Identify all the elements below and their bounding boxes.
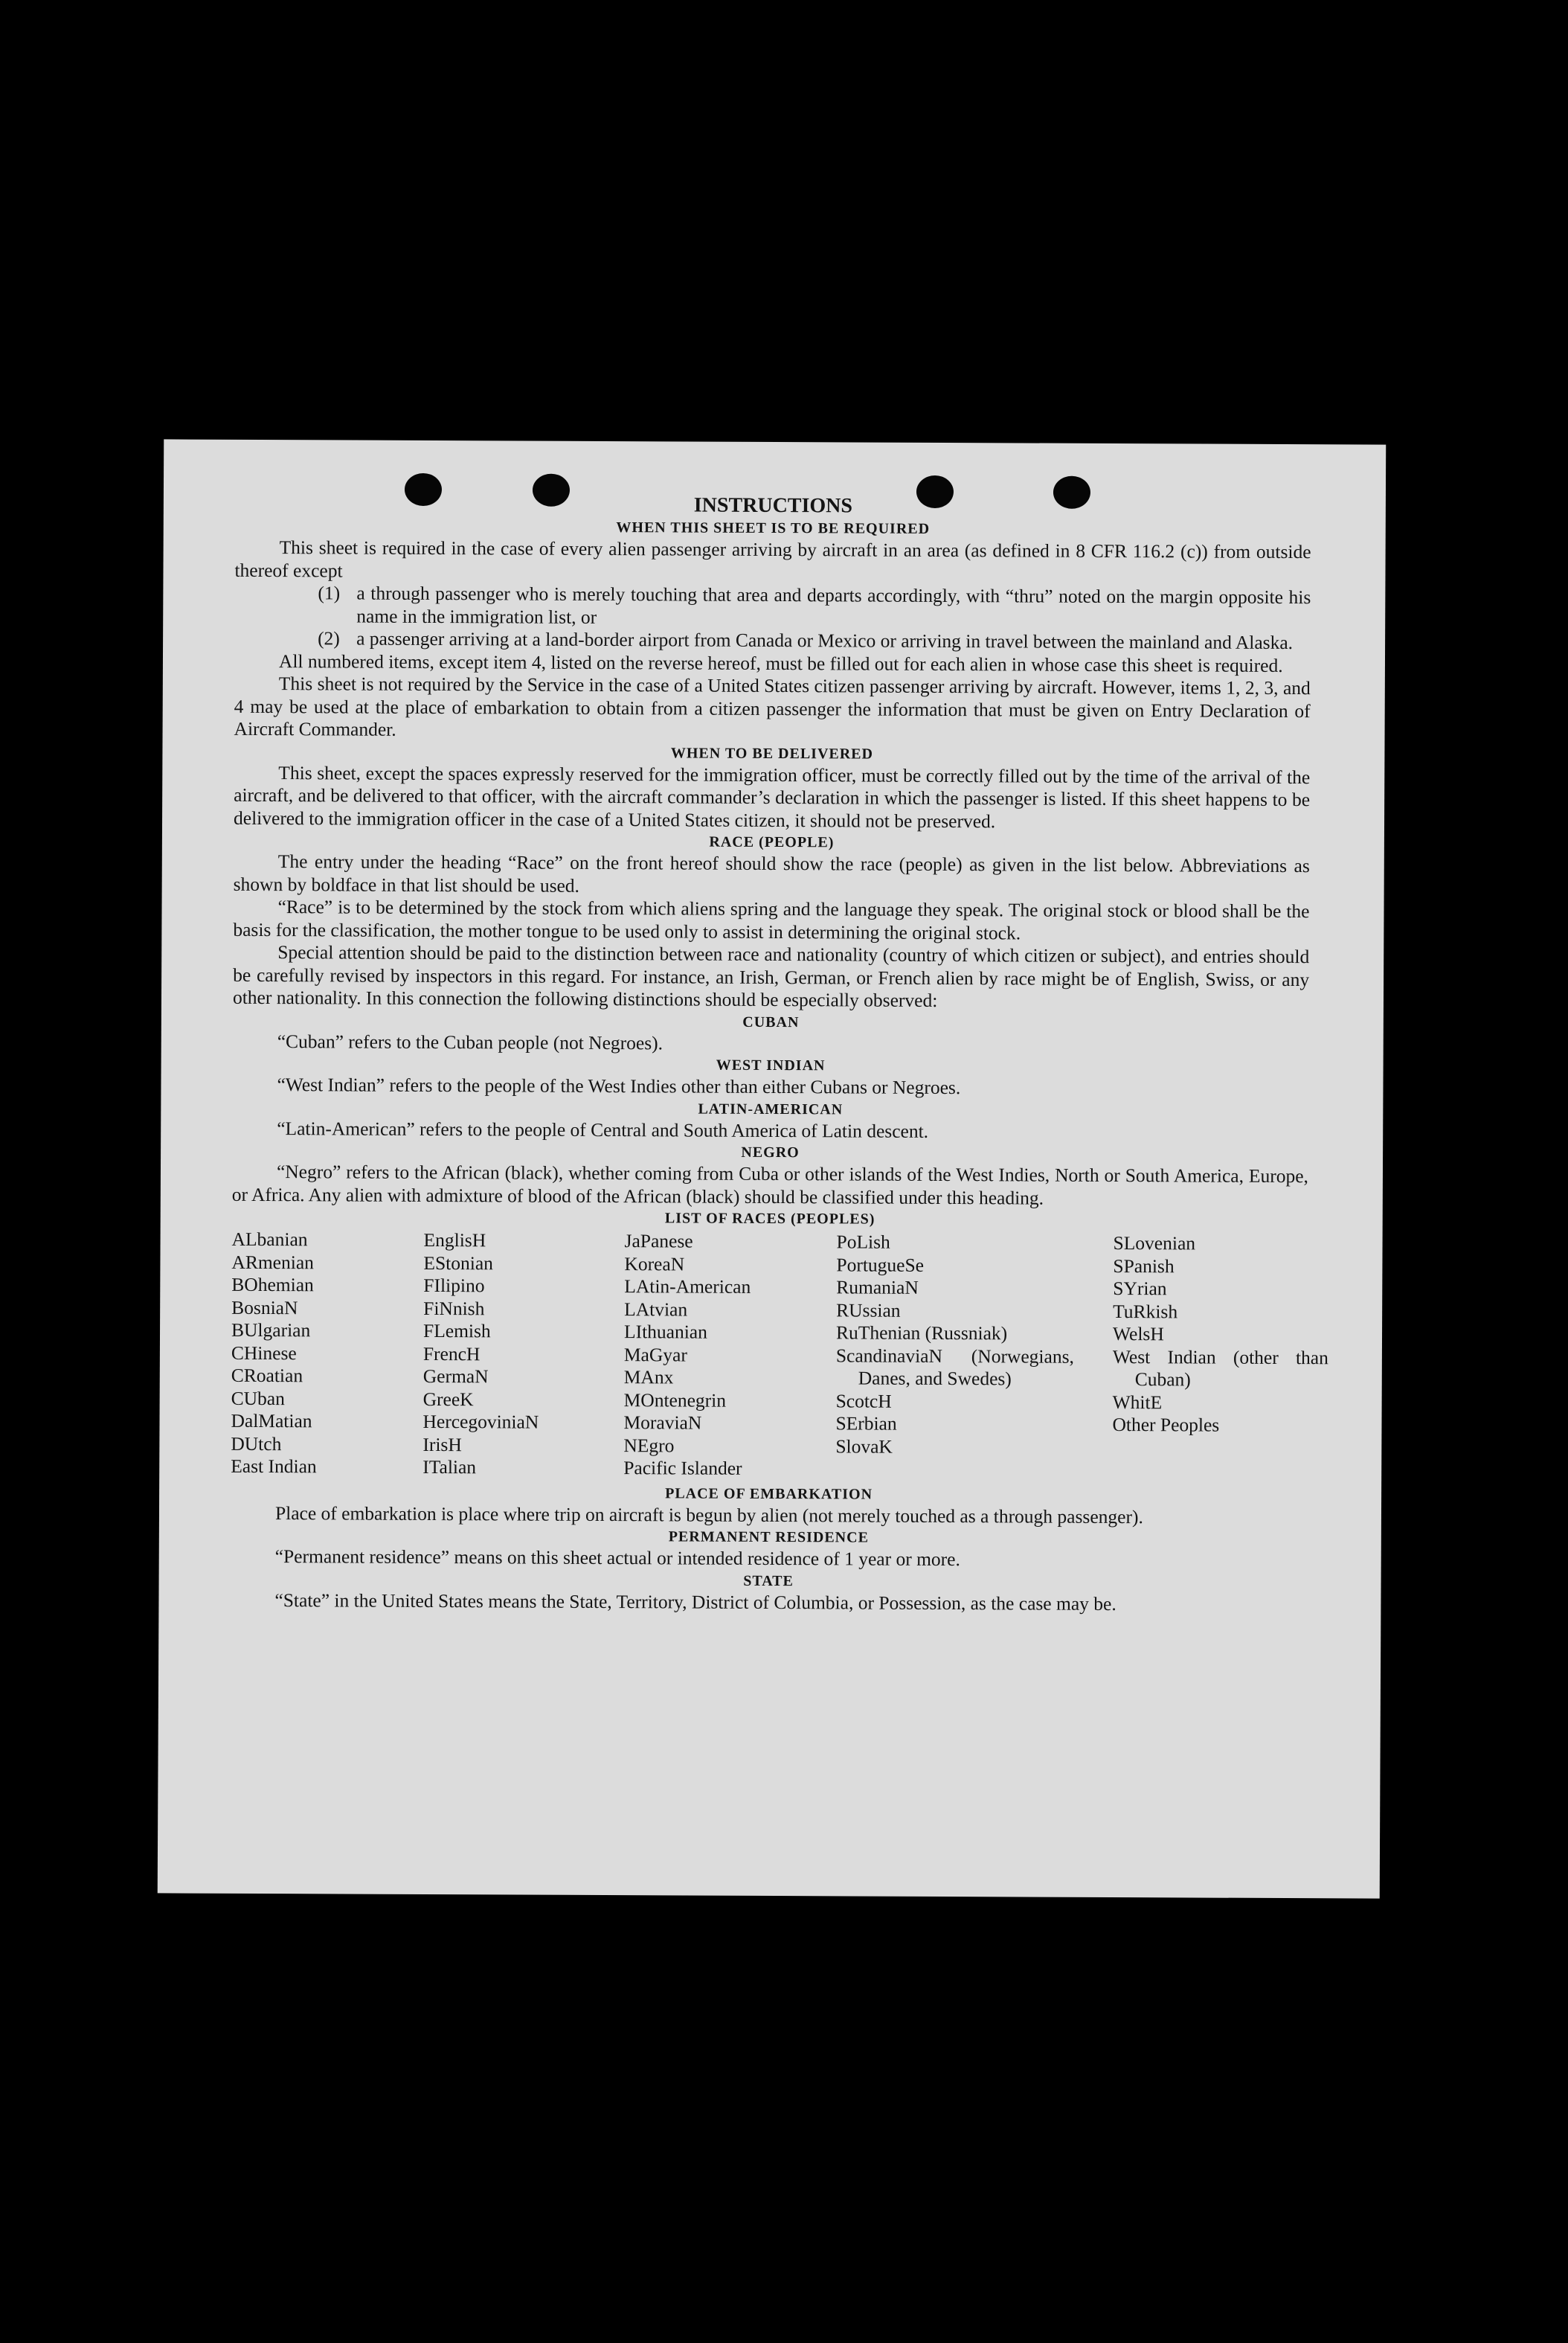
- section-heading-place-of-embarkation: PLACE OF EMBARKATION: [665, 1484, 873, 1503]
- paragraph: “West Indian” refers to the people of the West Indies other than either Cubans or Negroes.: [277, 1074, 961, 1099]
- section-heading-when-required: WHEN THIS SHEET IS TO BE REQUIRED: [616, 519, 931, 537]
- paragraph: “Permanent residence” means on this sheet actual or intended residence of 1 year or more.: [274, 1545, 960, 1571]
- race-item: RUssian: [836, 1298, 901, 1321]
- race-item: JaPanese: [624, 1230, 693, 1252]
- section-heading-negro: NEGRO: [741, 1144, 800, 1161]
- paragraph: The entry under the heading “Race” on the front hereof should show the race (people) as given in the list below. Abbreviations as shown by boldface in that list should be used.: [233, 850, 1310, 897]
- race-item: KoreaN: [624, 1252, 685, 1275]
- paragraph: Special attention should be paid to the distinction between race and nationality (country of which citizen or subject), and entries should be carefully revised by inspectors in this regard. For instance, an Irish, German, or French alien by race might be of English, Swiss, or any other nationality. In this connection the following distinctions should be especially observed:: [232, 941, 1310, 1011]
- race-column: [231, 1228, 423, 1479]
- paragraph: This sheet, except the spaces expressly reserved for the immigration officer, must be correctly filled out by the time of the arrival of the aircraft, and be delivered to that officer, with the aircraft commander’s declaration in which the passenger is listed. If this sheet happens to be delivered to the immigration officer in the case of a United States citizen, it should not be preserved.: [233, 761, 1311, 832]
- item-text: a passenger arriving at a land-border airport from Canada or Mexico or arriving in travel between the mainland and Alaska.: [356, 627, 1294, 654]
- paragraph: “Race” is to be determined by the stock from which aliens spring and the language they speak. The original stock or blood shall be the basis for the classification, the mother tongue to be used only to assist in determining the original stock.: [233, 896, 1310, 943]
- race-item: MaGyar: [623, 1343, 687, 1366]
- race-item: CRoatian: [231, 1364, 303, 1387]
- race-item: PortugueSe: [836, 1253, 925, 1276]
- race-item: TuRkish: [1113, 1300, 1178, 1322]
- race-item: FLemish: [422, 1319, 491, 1342]
- race-item: Other Peoples: [1112, 1414, 1220, 1436]
- race-item: BUlgarian: [231, 1318, 311, 1342]
- race-item: FiNnish: [423, 1297, 485, 1319]
- race-item: SPanish: [1113, 1254, 1175, 1277]
- item-number: (2): [318, 627, 340, 650]
- page-title: INSTRUCTIONS: [693, 493, 853, 518]
- paragraph: “Cuban” refers to the Cuban people (not Negroes).: [277, 1030, 663, 1054]
- race-item: HercegoviniaN: [422, 1410, 539, 1433]
- section-heading-west-indian: WEST INDIAN: [716, 1057, 826, 1074]
- race-item: BosniaN: [231, 1296, 298, 1318]
- race-item: East Indian: [231, 1455, 317, 1478]
- paragraph: All numbered items, except item 4, listed on the reverse hereof, must be filled out for each alien in whose case this sheet is required.: [278, 650, 1283, 676]
- race-item: PoLish: [836, 1231, 890, 1253]
- race-item: DalMatian: [231, 1409, 312, 1432]
- race-item: CUban: [231, 1387, 285, 1409]
- section-heading-permanent-residence: PERMANENT RESIDENCE: [668, 1528, 869, 1546]
- paragraph: This sheet is not required by the Service in the case of a United States citizen passenger arriving by aircraft. However, items 1, 2, 3, and 4 may be used at the place of embarkation to obtain from a citizen passenger the information that must be given on Entry Declaration of Aircraft Commander.: [234, 673, 1311, 740]
- race-item: GreeK: [422, 1388, 474, 1410]
- race-item: ITalian: [422, 1455, 477, 1478]
- race-item: FIlipino: [423, 1274, 485, 1297]
- section-heading-state: STATE: [743, 1572, 794, 1589]
- section-heading-cuban: CUBAN: [742, 1013, 800, 1031]
- race-item: SYrian: [1113, 1278, 1167, 1300]
- paragraph: Place of embarkation is place where trip on aircraft is begun by alien (not merely touched as a through passenger).: [274, 1501, 1143, 1528]
- race-item: SLovenian: [1113, 1232, 1196, 1254]
- race-item: West Indian (other than Cuban): [1112, 1345, 1328, 1391]
- race-item: RumaniaN: [836, 1276, 919, 1298]
- race-item: SErbian: [835, 1412, 897, 1435]
- item-text: a through passenger who is merely touching that area and departs accordingly, with “thru” noted on the margin opposite his name in the immigration list, or: [356, 582, 1311, 628]
- race-item: IrisH: [422, 1433, 462, 1455]
- section-heading-race: RACE (PEOPLE): [709, 833, 835, 851]
- race-item: BOhemian: [231, 1273, 314, 1296]
- paragraph: “State” in the United States means the State, Territory, District of Columbia, or Possession, as the case may be.: [274, 1589, 1116, 1615]
- binder-hole: [533, 474, 570, 507]
- race-item: LIthuanian: [623, 1321, 707, 1343]
- race-item: DUtch: [231, 1432, 282, 1455]
- race-item: RuThenian (Russniak): [835, 1321, 1008, 1344]
- section-heading-latin-american: LATIN-AMERICAN: [698, 1100, 844, 1118]
- section-heading-when-delivered: WHEN TO BE DELIVERED: [670, 744, 874, 763]
- race-column: [1112, 1232, 1328, 1483]
- race-item: LAtin-American: [624, 1275, 751, 1298]
- race-item: MOntenegrin: [623, 1388, 727, 1411]
- race-item: MoraviaN: [623, 1411, 702, 1434]
- race-column: [422, 1229, 624, 1480]
- binder-hole: [405, 473, 442, 506]
- race-item: NEgro: [623, 1434, 675, 1456]
- race-item: ScotcH: [835, 1389, 892, 1412]
- race-item: ARmenian: [231, 1251, 314, 1273]
- race-item: LAtvian: [624, 1298, 688, 1321]
- race-column: [623, 1230, 836, 1481]
- race-item: FrencH: [422, 1342, 481, 1365]
- race-item: GermaN: [422, 1365, 489, 1388]
- race-item: EnglisH: [423, 1228, 486, 1251]
- item-number: (1): [318, 582, 341, 604]
- race-item: ScandinaviaN (Norwegians, Danes, and Swedes): [835, 1344, 1074, 1390]
- paragraph: “Latin-American” refers to the people of Central and South America of Latin descent.: [277, 1117, 929, 1142]
- race-item: EStonian: [423, 1251, 494, 1274]
- list-item: [234, 582, 1311, 632]
- binder-hole: [1053, 476, 1090, 509]
- race-item: WelsH: [1112, 1323, 1164, 1345]
- race-item: MAnx: [623, 1366, 674, 1388]
- binder-hole: [916, 475, 954, 508]
- race-item: CHinese: [231, 1342, 297, 1364]
- race-item: WhitE: [1112, 1391, 1163, 1413]
- paragraph: “Negro” refers to the African (black), whether coming from Cuba or other islands of the West Indies, North or South America, Europe, or Africa. Any alien with admixture of blood of the African (black) should be classified under this heading.: [231, 1161, 1309, 1209]
- race-item: Pacific Islander: [623, 1457, 742, 1479]
- section-heading-list-of-races: LIST OF RACES (PEOPLES): [664, 1210, 875, 1228]
- race-list: [231, 1228, 1328, 1483]
- race-column: [835, 1231, 1113, 1481]
- race-item: SlovaK: [835, 1435, 893, 1458]
- paragraph: This sheet is required in the case of every alien passenger arriving by aircraft in an area (as defined in 8 CFR 116.2 (c)) from outside thereof except: [234, 536, 1311, 581]
- race-item: ALbanian: [231, 1228, 308, 1251]
- instruction-sheet: [158, 439, 1387, 1898]
